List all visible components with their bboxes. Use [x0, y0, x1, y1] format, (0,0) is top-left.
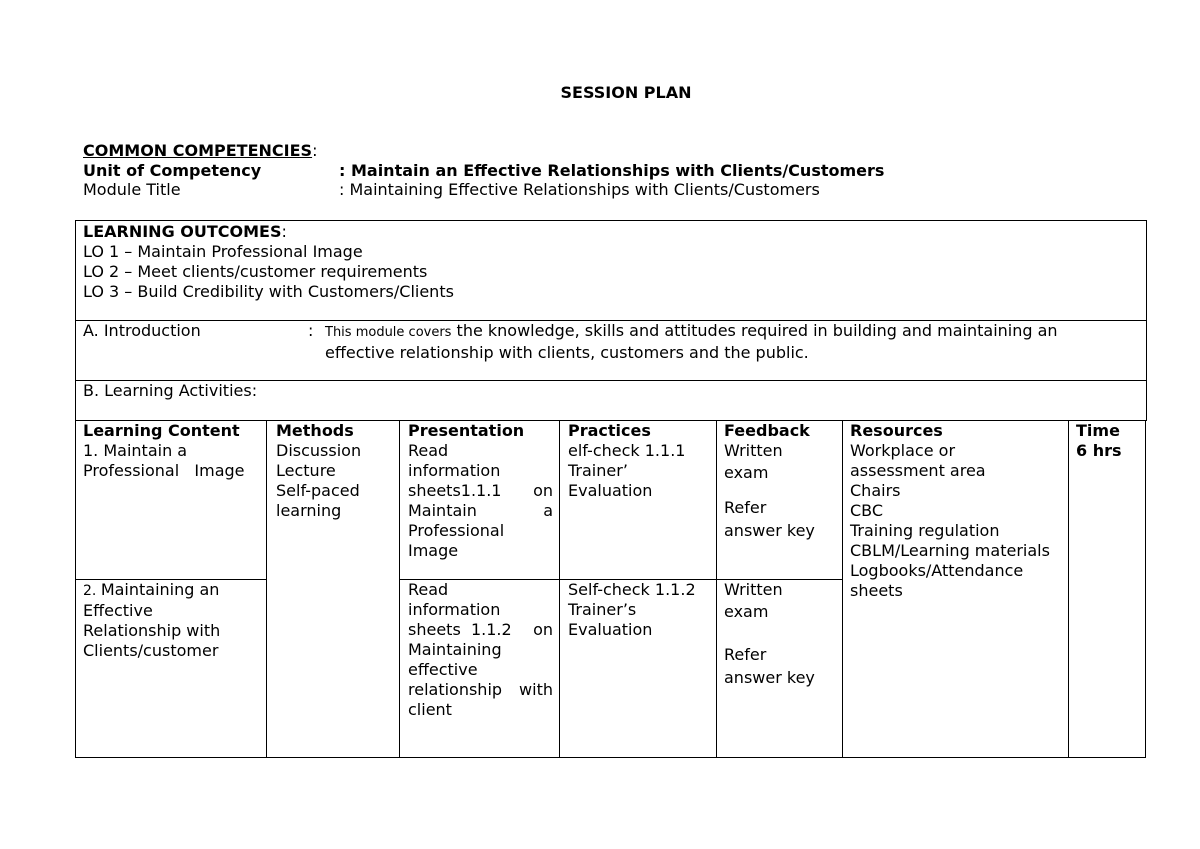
- practice-line: Trainer’s: [568, 600, 637, 619]
- resource-item: Logbooks/Attendance: [850, 561, 1024, 580]
- feedback-cell: [724, 580, 815, 688]
- method-item: learning: [276, 501, 342, 520]
- introduction-colon: :: [308, 321, 314, 340]
- introduction-line1: the knowledge, skills and attitudes required in building and maintaining an: [451, 321, 1058, 340]
- presentation-line: Read: [408, 441, 449, 460]
- practice-line: Self-check 1.1.2: [568, 580, 696, 599]
- practice-line: Evaluation: [568, 620, 653, 639]
- presentation-cell: [408, 441, 553, 561]
- feedback-line: exam: [724, 463, 769, 482]
- resource-item: CBC: [850, 501, 884, 520]
- learning-outcome-item: LO 1 – Maintain Professional Image: [83, 242, 363, 261]
- presentation-line: information: [408, 600, 501, 619]
- method-item: Self-paced: [276, 481, 360, 500]
- column-divider: [1068, 420, 1069, 758]
- resource-item: sheets: [850, 581, 903, 600]
- resource-item: assessment area: [850, 461, 986, 480]
- unit-of-competency-line: [83, 161, 884, 181]
- table-border: [75, 757, 1146, 758]
- presentation-line: Read: [408, 580, 449, 599]
- presentation-line: sheets1.1.1 on: [408, 481, 553, 500]
- learning-content-cell: [83, 441, 245, 481]
- module-title-line: [83, 180, 820, 200]
- column-header-presentation: Presentation: [408, 421, 525, 440]
- feedback-line: Refer: [724, 645, 767, 664]
- presentation-line: effective: [408, 660, 478, 679]
- module-title-value: : Maintaining Effective Relationships with Clients/Customers: [339, 180, 820, 199]
- learning-activities-label: B. Learning Activities:: [83, 381, 258, 400]
- practice-line: Trainer’: [568, 461, 628, 480]
- learning-outcome-item: LO 3 – Build Credibility with Customers/Clients: [83, 282, 454, 301]
- introduction-line2: effective relationship with clients, customers and the public.: [325, 343, 809, 362]
- unit-of-competency-value: : Maintain an Effective Relationships with Clients/Customers: [339, 161, 885, 180]
- column-header-time: Time: [1076, 421, 1120, 440]
- column-divider: [716, 420, 717, 758]
- learning-content-line: Clients/customer: [83, 641, 219, 660]
- method-item: Lecture: [276, 461, 336, 480]
- column-header-feedback: Feedback: [724, 421, 810, 440]
- feedback-line: exam: [724, 602, 769, 621]
- feedback-line: Written: [724, 580, 783, 599]
- feedback-line: answer key: [724, 521, 815, 540]
- feedback-cell: [724, 441, 815, 541]
- learning-outcomes-heading-line: [83, 222, 287, 242]
- learning-content-line: 2. Maintaining an: [83, 580, 220, 599]
- presentation-line: sheets 1.1.2 on: [408, 620, 553, 639]
- column-divider: [75, 420, 76, 758]
- learning-content-number: 2.: [83, 583, 101, 599]
- common-competencies-heading: COMMON COMPETENCIES: [83, 141, 313, 160]
- learning-activities-table: [75, 420, 1145, 758]
- practices-cell: [568, 580, 696, 640]
- presentation-line: Maintain a: [408, 501, 553, 520]
- learning-activities-section: [75, 380, 1147, 421]
- unit-of-competency-label: Unit of Competency: [83, 161, 262, 180]
- introduction-label: A. Introduction: [83, 321, 201, 340]
- resource-item: Chairs: [850, 481, 901, 500]
- learning-content-line: 1. Maintain a: [83, 441, 188, 460]
- learning-outcomes-section: [75, 220, 1147, 321]
- practices-cell: [568, 441, 685, 501]
- resources-cell: [850, 441, 1050, 601]
- common-competencies-line: [83, 141, 317, 161]
- page-title: SESSION PLAN: [560, 83, 692, 102]
- practice-line: elf-check 1.1.1: [568, 441, 686, 460]
- learning-outcomes-heading: LEARNING OUTCOMES: [83, 222, 282, 241]
- presentation-line: client: [408, 700, 452, 719]
- learning-outcomes-colon: :: [281, 222, 287, 241]
- practice-line: Evaluation: [568, 481, 653, 500]
- presentation-line: Maintaining: [408, 640, 502, 659]
- presentation-line: information: [408, 461, 501, 480]
- feedback-line: Refer: [724, 498, 767, 517]
- column-divider: [399, 420, 400, 758]
- resource-item: CBLM/Learning materials: [850, 541, 1050, 560]
- feedback-line: Written: [724, 441, 783, 460]
- column-header-resources: Resources: [850, 421, 943, 440]
- presentation-line: Image: [408, 541, 459, 560]
- column-divider: [1145, 420, 1146, 758]
- module-title-label: Module Title: [83, 180, 181, 199]
- introduction-text: [325, 321, 1137, 363]
- column-header-learning-content: Learning Content: [83, 421, 240, 440]
- methods-cell: [276, 441, 361, 521]
- presentation-line: Professional: [408, 521, 505, 540]
- learning-content-line: Relationship with: [83, 621, 221, 640]
- presentation-line: relationship with: [408, 680, 553, 699]
- learning-content-line: Professional Image: [83, 461, 245, 480]
- introduction-lead: This module covers: [325, 325, 452, 340]
- introduction-section: [75, 320, 1147, 381]
- column-header-practices: Practices: [568, 421, 651, 440]
- learning-content-cell: [83, 580, 220, 661]
- column-divider: [266, 420, 267, 758]
- resource-item: Training regulation: [850, 521, 1000, 540]
- column-header-methods: Methods: [276, 421, 354, 440]
- column-divider: [842, 420, 843, 758]
- column-divider: [559, 420, 560, 758]
- time-cell: 6 hrs: [1076, 441, 1122, 460]
- method-item: Discussion: [276, 441, 362, 460]
- presentation-cell: [408, 580, 553, 720]
- feedback-line: answer key: [724, 668, 815, 687]
- resource-item: Workplace or: [850, 441, 956, 460]
- common-competencies-colon: :: [312, 141, 318, 160]
- learning-content-line: Effective: [83, 601, 153, 620]
- learning-outcome-item: LO 2 – Meet clients/customer requirements: [83, 262, 428, 281]
